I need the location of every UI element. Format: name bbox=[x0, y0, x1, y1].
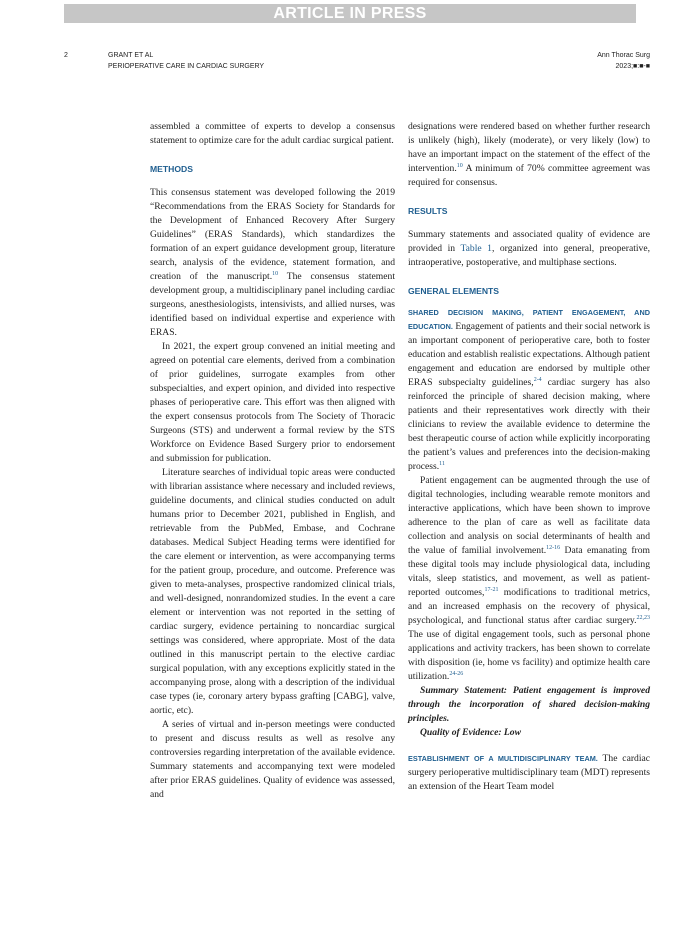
table-1-link[interactable]: Table 1 bbox=[460, 243, 492, 254]
methods-paragraph-3: Literature searches of individual topic areas were conducted with librarian assistance where necessary and included reviews, guideline documents, and clinical studies conducted on adult humans prior to December 2021, published in English, and retrievable from the PubMed, Embase, and Cochrane databases. Medical Subject Heading terms were identified for the care element or intervention, as were accompanying terms for the patient group, procedure, and outcome. Preference was given to meta-analyses, prospective randomized clinical trials, and well-designed, nonrandomized studies. In the event a care element or intervention was not reported in the setting of cardiac surgery, evidence pertaining to noncardiac surgical settings was considered, where appropriate. Most of the data outlined in this manuscript pertain to the elective cardiac surgical population, with any exceptions explicitly stated in the accompanying prose, along with a description of the individual case types (ie, coronary artery bypass grafting [CABG], valve, aortic, etc). bbox=[150, 467, 395, 716]
methods-continued-paragraph: designations were rendered based on whether further research is unlikely (high), likely (moderate), or very likely (low) to have an important impact on the statement of the effect of the intervention.$^{10}$ A minimum of 70% committee agreement was required for consensus. bbox=[408, 121, 650, 188]
citation-ref[interactable]: 22,23 bbox=[636, 614, 650, 621]
authors: GRANT ET AL bbox=[108, 52, 154, 59]
results-paragraph: Summary statements and associated quality of evidence are provided in Table 1, organized into general, preoperative, intraoperative, postoperative, and multiphase sections. bbox=[408, 229, 650, 268]
citation-ref[interactable]: 24-26 bbox=[449, 670, 464, 677]
running-header-right bbox=[597, 50, 650, 72]
citation-ref[interactable]: 12-16 bbox=[546, 544, 561, 551]
methods-heading: METHODS bbox=[150, 164, 193, 174]
patient-engagement-paragraph: Patient engagement can be augmented through the use of digital technologies, including wearable remote monitors and interactive applications, which have been shown to improve adherence to the plan of care as well as facilitate data collection and analysis on social determinants of health and the value of familial involvement.$^{12-16}$ Data emanating from these digital tools may include physiological data, including vitals, sleep statistics, and movement, as well as patient-reported outcomes,$^{17-21}$ modifications to traditional metrics, and an increased emphasis on the recovery of physical, psychological, and functional status after cardiac surgery.$^{22,23}$ The use of digital engagement tools, such as personal phone applications and activity trackers, has been shown to correlate with disposition (ie, home vs facility) and optimize health care utilization.$^{24-26}$ bbox=[408, 475, 650, 682]
running-header-left bbox=[108, 50, 264, 72]
journal-name: Ann Thorac Surg bbox=[597, 52, 650, 59]
article-in-press-banner: ARTICLE IN PRESS bbox=[64, 4, 636, 23]
results-heading: RESULTS bbox=[408, 206, 448, 216]
left-column bbox=[150, 120, 395, 802]
methods-paragraph-4: A series of virtual and in-person meetings were conducted to present and discuss results as well as resolve any controversies regarding interpretation of the available evidence. Summary statements and accompanying text were modeled after prior ERAS guidelines. Quality of evidence was assessed, and bbox=[150, 719, 395, 800]
shared-decision-heading: SHARED DECISION MAKING, PATIENT ENGAGEMENT, AND EDUCATION. bbox=[408, 308, 650, 331]
shared-decision-paragraph: SHARED DECISION MAKING, PATIENT ENGAGEMENT, AND EDUCATION. Engagement of patients and their social network is an important component of perioperative care, both to foster education and establish realistic expectations. Although patient engagement and education are endorsed by multiple other ERAS subspecialty guidelines,$^{2-4}$ cardiac surgery has also reinforced the principle of shared decision making, where patients and their representatives work directly with their clinicians to review the available evidence to determine the best therapeutic course of action while explicitly incorporating the patient’s values and preferences into the decision-making process.$^{11}$ bbox=[408, 308, 651, 472]
citation-ref[interactable]: 10 bbox=[272, 270, 279, 277]
general-elements-heading: GENERAL ELEMENTS bbox=[408, 286, 500, 296]
citation-ref[interactable]: 10 bbox=[456, 162, 463, 169]
volume-info: 2023;■:■-■ bbox=[615, 63, 650, 70]
citation-ref[interactable]: 11 bbox=[439, 460, 445, 467]
citation-ref[interactable]: 2-4 bbox=[533, 376, 542, 383]
mdt-heading: ESTABLISHMENT OF A MULTIDISCIPLINARY TEAM. bbox=[408, 754, 598, 763]
summary-statement: Summary Statement: Patient engagement is improved through the incorporation of shared decision-making principles. bbox=[408, 685, 650, 724]
running-title: PERIOPERATIVE CARE IN CARDIAC SURGERY bbox=[108, 63, 265, 70]
citation-ref[interactable]: 17-21 bbox=[484, 586, 499, 593]
intro-paragraph: assembled a committee of experts to develop a consensus statement to optimize care for the adult cardiac surgical patient. bbox=[150, 121, 395, 146]
methods-paragraph-2: In 2021, the expert group convened an initial meeting and agreed on potential care elements, derived from a combination of prior guidelines, surrogate examples from other subspecialties, and expert opinion, and divided into respective phases of perioperative care. This effort was then aligned with the expert consensus protocols from The Society of Thoracic Surgeons (STS) and underwent a formal review by the STS Workforce on Evidence Based Surgery prior to endorsement and submission for publication. bbox=[150, 341, 395, 464]
methods-paragraph-1: This consensus statement was developed following the 2019 “Recommendations from the ERAS Society for Standards for the Development of Enhanced Recovery After Surgery Guidelines” (ERAS Standards), which standardizes the formation of an expert guidance development group, literature search, analysis of the evidence, statement formation, and creation of the manuscript.$^{10}$ The consensus statement development group, a multidisciplinary panel including cardiac surgeons, anesthesiologists, intensivists, and allied nurses, was identified based on individual expertise and experience with ERAS. bbox=[150, 187, 395, 338]
right-column bbox=[408, 120, 650, 794]
quality-of-evidence: Quality of Evidence: Low bbox=[420, 727, 521, 738]
mdt-paragraph: ESTABLISHMENT OF A MULTIDISCIPLINARY TEAM. The cardiac surgery perioperative multidisciplinary team (MDT) represents an extension of the Heart Team model bbox=[408, 753, 650, 792]
page-number: 2 bbox=[64, 52, 68, 59]
